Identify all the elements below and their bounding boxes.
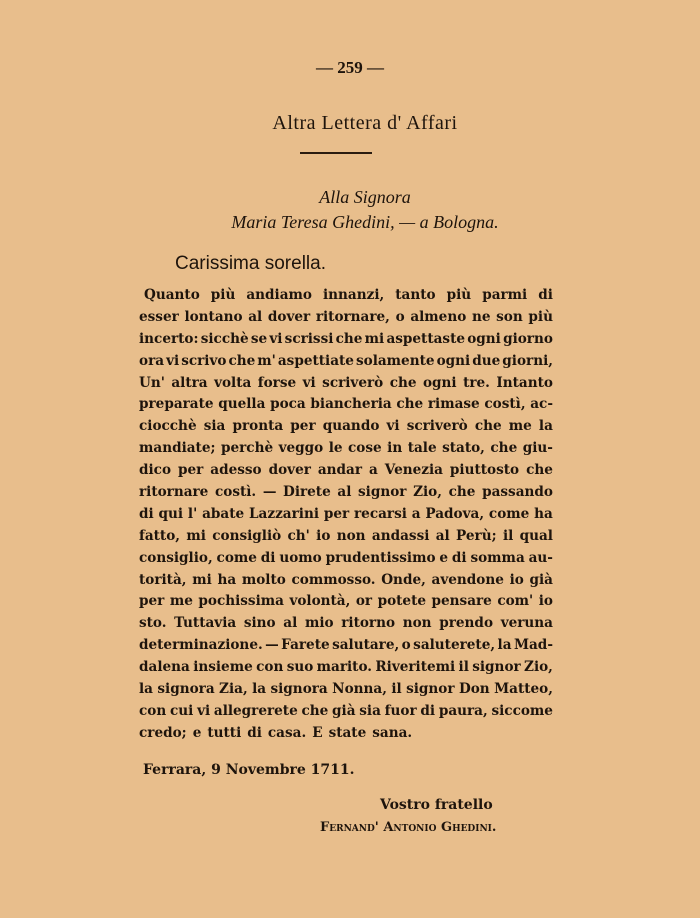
letter-body xyxy=(139,285,553,745)
salutation: Carissima sorella. xyxy=(175,253,326,274)
letter-title: Altra Lettera d' Affari xyxy=(272,112,458,134)
body-line: incerto: sicchè se vi scrissi che mi aspettaste ogni giorno xyxy=(139,330,553,347)
body-line: ritornare costì. — Direte al signor Zio, che passando xyxy=(139,484,553,501)
body-line: dico per adesso dover andar a Venezia piuttosto che xyxy=(139,462,553,479)
body-line: fatto, mi consigliò ch' io non andassi al Perù; il qual xyxy=(139,527,553,544)
body-line: esser lontano al dover ritornare, o almeno ne son più xyxy=(139,308,553,325)
body-line: Quanto più andiamo innanzi, tanto più parmi di xyxy=(144,287,553,303)
body-line: consiglio, come di uomo prudentissimo e di somma au- xyxy=(139,549,553,566)
body-line: determinazione. — Farete salutare, o saluterete, la Mad- xyxy=(139,637,553,654)
date-line: Ferrara, 9 Novembre 1711. xyxy=(143,762,355,778)
body-line: con cui vi allegrerete che già sia fuor di paura, siccome xyxy=(139,702,553,719)
title-divider xyxy=(300,152,372,154)
body-line: preparate quella poca biancheria che rimase costì, ac- xyxy=(139,396,553,413)
body-line: sto. Tuttavia sino al mio ritorno non prendo veruna xyxy=(139,615,553,632)
signature: Fernand' Antonio Ghedini. xyxy=(320,820,497,835)
body-line: ora vi scrivo che m' aspettiate solamente ogni due giorni, xyxy=(139,352,553,369)
address-line-2: Maria Teresa Ghedini, — a Bologna. xyxy=(231,212,499,232)
body-line: dalena insieme con suo marito. Riveritemi il signor Zio, xyxy=(139,659,553,676)
body-line: torità, mi ha molto commosso. Onde, avendone io già xyxy=(139,571,553,588)
body-line: per me pochissima volontà, or potete pensare com' io xyxy=(139,593,553,610)
address-line-1: Alla Signora xyxy=(319,187,411,207)
body-line: mandiate; perchè veggo le cose in tale stato, che giu- xyxy=(139,440,553,457)
closing: Vostro fratello xyxy=(380,797,493,813)
body-line: ciocchè sia pronta per quando vi scriverò che me la xyxy=(139,418,553,435)
body-line: la signora Zia, la signora Nonna, il signor Don Matteo, xyxy=(139,681,553,698)
body-line: Un' altra volta forse vi scriverò che ogni tre. Intanto xyxy=(139,374,553,391)
page-number: — 259 — xyxy=(316,58,384,77)
body-line: di qui l' abate Lazzarini per recarsi a Padova, come ha xyxy=(139,505,553,522)
body-line: credo; e tutti di casa. E state sana. xyxy=(139,724,413,741)
